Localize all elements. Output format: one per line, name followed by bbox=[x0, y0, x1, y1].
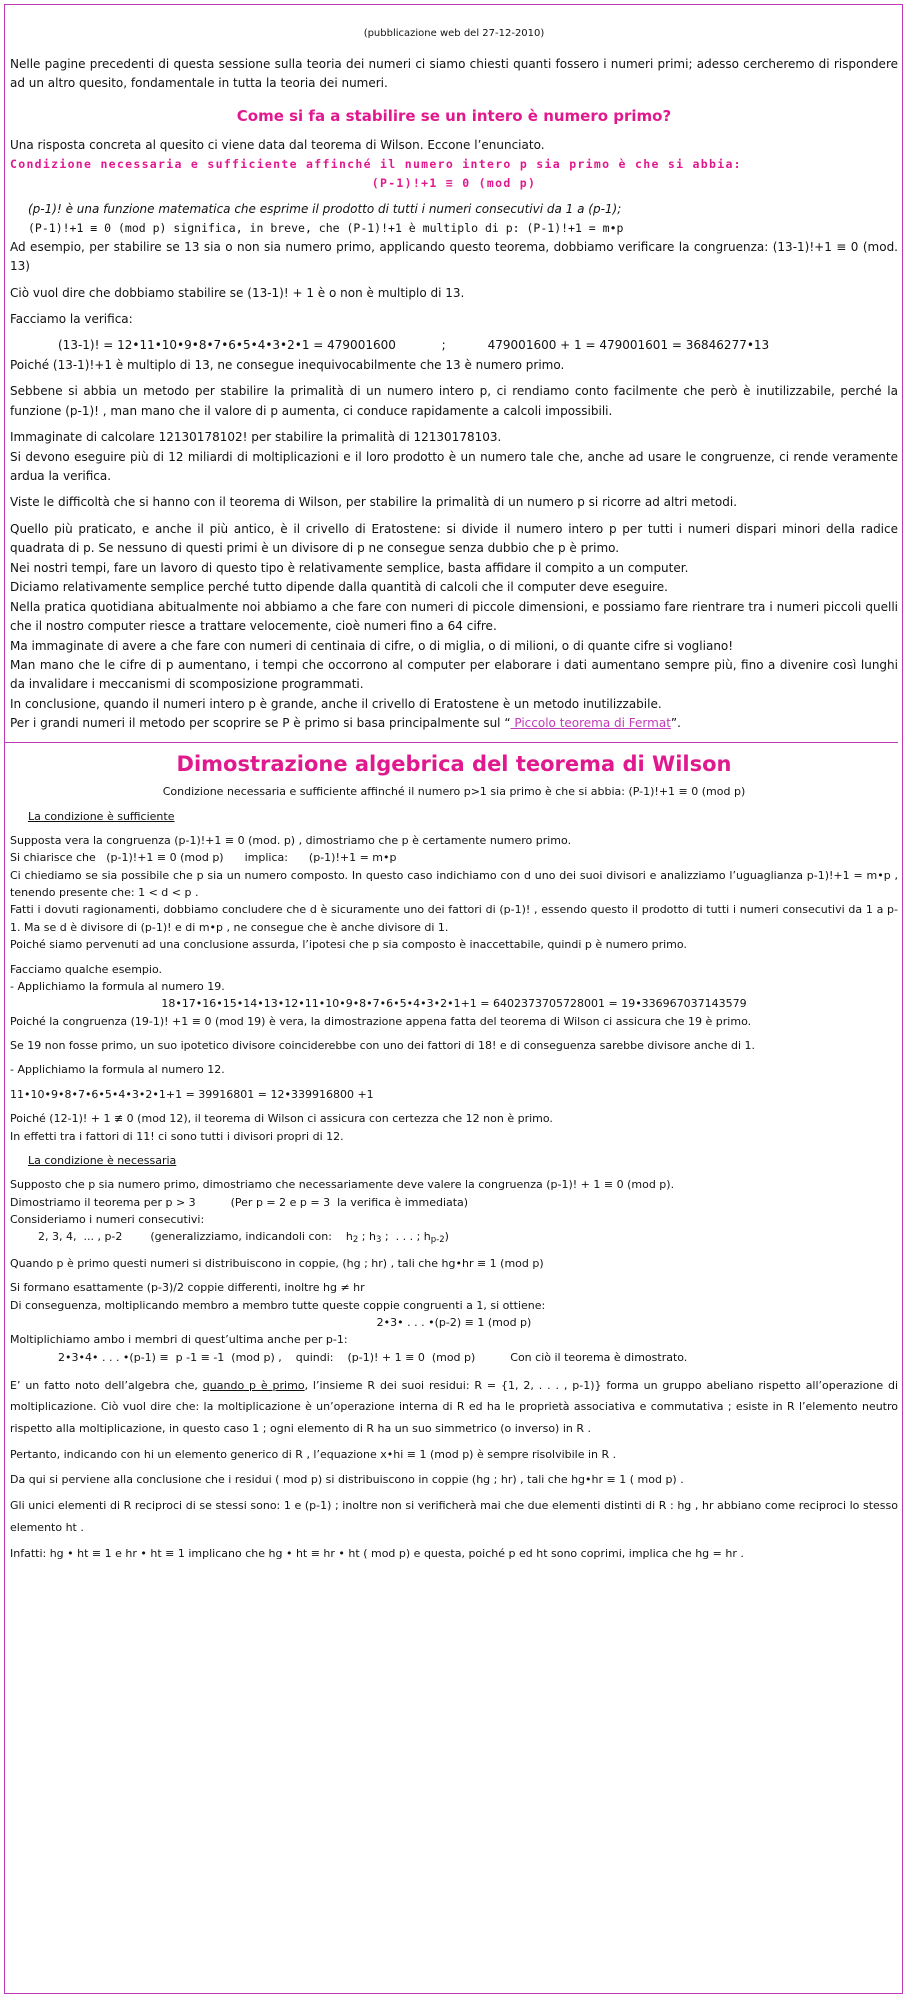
necessary-9: Moltiplichiamo ambo i membri di quest’ultima anche per p-1: bbox=[10, 1333, 348, 1347]
necessary-7: Di conseguenza, moltiplicando membro a membro tutte queste coppie congruenti a 1, si ottiene: bbox=[10, 1298, 546, 1312]
necessary-4-text-c: ; . . . ; h bbox=[381, 1230, 431, 1244]
necessary-4-text-a: 2, 3, 4, ... , p-2 (generalizziamo, indicandoli con: h bbox=[38, 1230, 353, 1244]
computer-paragraph-1: Nei nostri tempi, fare un lavoro di questo tipo è relativamente semplice, basta affidare il compito a un computer. bbox=[10, 560, 689, 575]
computer-paragraph-2: Diciamo relativamente semplice perché tutto dipende dalla quantità di calcoli che il computer deve eseguire. bbox=[10, 580, 668, 595]
wilson-condition bbox=[10, 155, 898, 192]
necessary-6: Si formano esattamente (p-3)/2 coppie differenti, inoltre hg ≠ hr bbox=[10, 1281, 365, 1295]
necessary-1: Supposto che p sia numero primo, dimostriamo che necessariamente deve valere la congruenza (p-1)! + 1 ≡ 0 (mod p). bbox=[10, 1178, 675, 1192]
necessary-4 bbox=[10, 1228, 898, 1247]
question-heading: Come si fa a stabilire se un intero è numero primo? bbox=[236, 106, 672, 125]
sufficient-3: Ci chiediamo se sia possibile che p sia un numero composto. In questo caso indichiamo con d uno dei suoi divisori e analizziamo l’uguaglianza p-1)!+1 = m•p , tenendo presente che: 1 < d < p . bbox=[10, 868, 898, 899]
necessary-10: 2•3•4• . . . •(p-1) ≡ p -1 ≡ -1 (mod p) , quindi: (p-1)! + 1 ≡ 0 (mod p) Con ciò il teorema è dimostrato. bbox=[58, 1350, 688, 1364]
necessary-title: La condizione è necessaria bbox=[28, 1153, 177, 1167]
fermat-post-text: ”. bbox=[670, 716, 681, 731]
verify-calculation: (13-1)! = 12•11•10•9•8•7•6•5•4•3•2•1 = 479001600 ; 479001600 + 1 = 479001601 = 36846277•13 bbox=[58, 338, 770, 353]
subscript-2: 2 bbox=[352, 1235, 359, 1246]
necessary-4-text-b: ; h bbox=[358, 1230, 376, 1244]
example-12-calc: 11•10•9•8•7•6•5•4•3•2•1+1 = 39916801 = 12•339916800 +1 bbox=[10, 1087, 374, 1101]
group-paragraph-2: Pertanto, indicando con hi un elemento generico di R , l’equazione x•hi ≡ 1 (mod p) è sempre risolvibile in R . bbox=[10, 1448, 617, 1462]
subscript-p-2: p-2 bbox=[430, 1235, 445, 1246]
example-meaning: Ciò vuol dire che dobbiamo stabilire se (13-1)! + 1 è o non è multiplo di 13. bbox=[10, 285, 465, 300]
imagine-paragraph: Immaginate di calcolare 12130178102! per stabilire la primalità di 12130178103. bbox=[10, 430, 502, 445]
sufficient-title: La condizione è sufficiente bbox=[28, 809, 175, 823]
necessary-2: Dimostriamo il teorema per p > 3 (Per p = 2 e p = 3 la verifica è immediata) bbox=[10, 1195, 469, 1209]
group-1-underlined: quando p è primo bbox=[202, 1379, 305, 1393]
factorial-definition: (p-1)! è una funzione matematica che esprime il prodotto di tutti i numeri consecutivi da 1 a (p-1); bbox=[28, 201, 622, 216]
wilson-intro: Una risposta concreta al quesito ci viene data dal teorema di Wilson. Eccone l’enunciato. bbox=[10, 137, 545, 152]
wilson-congruence: (P-1)!+1 ≡ 0 (mod p) bbox=[371, 175, 537, 190]
example-12-conclusion-2: In effetti tra i fattori di 11! ci sono tutti i divisori propri di 12. bbox=[10, 1129, 344, 1143]
example-19-calc: 18•17•16•15•14•13•12•11•10•9•8•7•6•5•4•3•2•1+1 = 6402373705728001 = 19•336967037143579 bbox=[161, 997, 747, 1011]
necessary-5: Quando p è primo questi numeri si distribuiscono in coppie, (hg ; hr) , tali che hg•hr ≡ 1 (mod p) bbox=[10, 1256, 544, 1270]
congruence-meaning: (P-1)!+1 ≡ 0 (mod p) significa, in breve, che (P-1)!+1 è multiplo di p: (P-1)!+1 = m•p bbox=[28, 221, 624, 235]
example-intro: Ad esempio, per stabilire se 13 sia o non sia numero primo, applicando questo teorema, dobbiamo verificare la congruenza: (13-1)!+1 ≡ 0 (mod. 13) bbox=[10, 239, 898, 274]
fermat-pre-text: Per i grandi numeri il metodo per scoprire se P è primo si basa principalmente sul “ bbox=[10, 716, 511, 731]
example-19-conclusion-1: Poiché la congruenza (19-1)! +1 ≡ 0 (mod 19) è vera, la dimostrazione appena fatta del teorema di Wilson ci assicura che 19 è primo. bbox=[10, 1014, 752, 1028]
intro-paragraph: Nelle pagine precedenti di questa sessione sulla teoria dei numeri ci siamo chiesti quanti fossero i numeri primi; adesso cercheremo di rispondere ad un altro quesito, fondamentale in tutta la teoria dei numeri. bbox=[10, 57, 898, 91]
group-paragraph-4: Gli unici elementi di R reciproci di se stessi sono: 1 e (p-1) ; inoltre non si verificherà mai che due elementi distinti di R : hg , hr abbiano come reciproci lo stesso elemento ht . bbox=[10, 1499, 898, 1534]
group-1-text-c: , l’insieme R dei suoi residui: R = {1, 2, . . . , p-1)} forma un gruppo abeliano rispetto all’operazione di moltiplicazione. Ciò vuol dire che: la moltiplicazione è un’operazione interna di R ed ha le proprietà associativa e commutativa ; esiste in R l’elemento neutro rispetto alla moltiplicazione, in questo caso 1 ; ogni elemento di R ha un suo simmetrico (o inverso) in R . bbox=[10, 1379, 898, 1435]
demo-heading: Dimostrazione algebrica del teorema di Wilson bbox=[176, 751, 732, 776]
demo-condition: Condizione necessaria e sufficiente affinché il numero p>1 sia primo è che si abbia: (P-1)!+1 ≡ 0 (mod p) bbox=[162, 785, 746, 799]
sufficient-2: Si chiarisce che (p-1)!+1 ≡ 0 (mod p) implica: (p-1)!+1 = m•p bbox=[10, 851, 397, 865]
unusable-paragraph: Sebbene si abbia un metodo per stabilire la primalità di un numero intero p, ci rendiamo conto facilmente che però è inutilizzabile, perché la funzione (p-1)! , man mano che il valore di p aumenta, ci conduce rapidamente a calcoli impossibili. bbox=[10, 384, 898, 418]
necessary-4-text-d: ) bbox=[444, 1230, 449, 1244]
conclusion-paragraph: In conclusione, quando il numeri intero p è grande, anche il crivello di Eratostene è un metodo inutilizzabile. bbox=[10, 696, 662, 711]
example-19-conclusion-2: Se 19 non fosse primo, un suo ipotetico divisore coinciderebbe con uno dei fattori di 18! e di conseguenza sarebbe divisore anche di 1. bbox=[10, 1039, 755, 1052]
group-paragraph-3: Da qui si perviene alla conclusione che i residui ( mod p) si distribuiscono in coppie (hg ; hr) , tali che hg•hr ≡ 1 ( mod p) . bbox=[10, 1472, 684, 1486]
sufficient-title-line bbox=[10, 808, 898, 825]
article-page bbox=[4, 4, 903, 1994]
example-12-conclusion-1: Poiché (12-1)! + 1 ≢ 0 (mod 12), il teorema di Wilson ci assicura con certezza che 12 non è primo. bbox=[10, 1112, 553, 1126]
sieve-paragraph: Quello più praticato, e anche il più antico, è il crivello di Eratostene: si divide il numero intero p per tutti i numeri dispari minori della radice quadrata di p. Se nessuno di questi primi è un divisore di p ne consegue senza dubbio che p è primo. bbox=[10, 521, 898, 556]
necessary-title-line bbox=[10, 1152, 898, 1169]
billions-paragraph: Si devono eseguire più di 12 miliardi di moltiplicazioni e il loro prodotto è un numero tale che, anche ad usare le congruenze, ci rende veramente ardua la verifica. bbox=[10, 449, 898, 483]
fermat-paragraph bbox=[10, 714, 898, 733]
wilson-condition-text: Condizione necessaria e sufficiente affinché il numero intero p sia primo è che si abbia: bbox=[10, 157, 742, 172]
example-19-label: - Applichiamo la formula al numero 19. bbox=[10, 979, 225, 993]
publication-date: (pubblicazione web del 27-12-2010) bbox=[363, 28, 545, 39]
verify-label: Facciamo la verifica: bbox=[10, 311, 133, 326]
sufficient-5: Poiché siamo pervenuti ad una conclusione assurda, l’ipotesi che p sia composto è inaccettabile, quindi p è numero primo. bbox=[10, 938, 687, 952]
sufficient-1: Supposta vera la congruenza (p-1)!+1 ≡ 0 (mod. p) , dimostriamo che p è certamente numero primo. bbox=[10, 833, 572, 847]
other-methods-paragraph: Viste le difficoltà che si hanno con il teorema di Wilson, per stabilire la primalità di un numero p si ricorre ad altri metodi. bbox=[10, 495, 738, 510]
necessary-3: Consideriamo i numeri consecutivi: bbox=[10, 1213, 205, 1226]
computer-paragraph-4: Ma immaginate di avere a che fare con numeri di centinaia di cifre, o di miglia, o di milioni, o di quante cifre si vogliano! bbox=[10, 638, 734, 653]
examples-label: Facciamo qualche esempio. bbox=[10, 962, 162, 976]
group-paragraph-5: Infatti: hg • ht ≡ 1 e hr • ht ≡ 1 implicano che hg • ht ≡ hr • ht ( mod p) e questa, poiché p ed ht sono coprimi, implica che hg = hr . bbox=[10, 1546, 744, 1560]
fermat-link[interactable]: Piccolo teorema di Fermat bbox=[510, 716, 671, 731]
sufficient-4: Fatti i dovuti ragionamenti, dobbiamo concludere che d è sicuramente uno dei fattori di (p-1)! , essendo questo il prodotto di tutti i numeri consecutivi da 1 a p-1. Ma se d è divisore di (p-1)! e di m•p , ne consegue che è anche divisore di 1. bbox=[10, 903, 898, 934]
group-1-text-a: E’ un fatto noto dell’algebra che, bbox=[10, 1379, 203, 1393]
example-12-label: - Applichiamo la formula al numero 12. bbox=[10, 1063, 225, 1077]
demo-section bbox=[10, 783, 898, 1562]
computer-paragraph-3: Nella pratica quotidiana abitualmente noi abbiamo a che fare con numeri di piccole dimensioni, e possiamo fare rientrare tra i numeri piccoli quelli che il nostro computer riesce a trattare velocemente, cioè numeri fino a 64 cifre. bbox=[10, 599, 898, 634]
subscript-3: 3 bbox=[375, 1235, 382, 1246]
verify-conclusion: Poiché (13-1)!+1 è multiplo di 13, ne consegue inequivocabilmente che 13 è numero primo. bbox=[10, 357, 565, 372]
section-divider bbox=[5, 742, 898, 743]
computer-paragraph-5: Man mano che le cifre di p aumentano, i tempi che occorrono al computer per elaborare i dati aumentano sempre più, fino a divenire così lunghi da invalidare i meccanismi di scomposizione programmati. bbox=[10, 657, 898, 692]
necessary-8: 2•3• . . . •(p-2) ≡ 1 (mod p) bbox=[376, 1315, 532, 1329]
group-paragraph-1 bbox=[10, 1375, 898, 1439]
